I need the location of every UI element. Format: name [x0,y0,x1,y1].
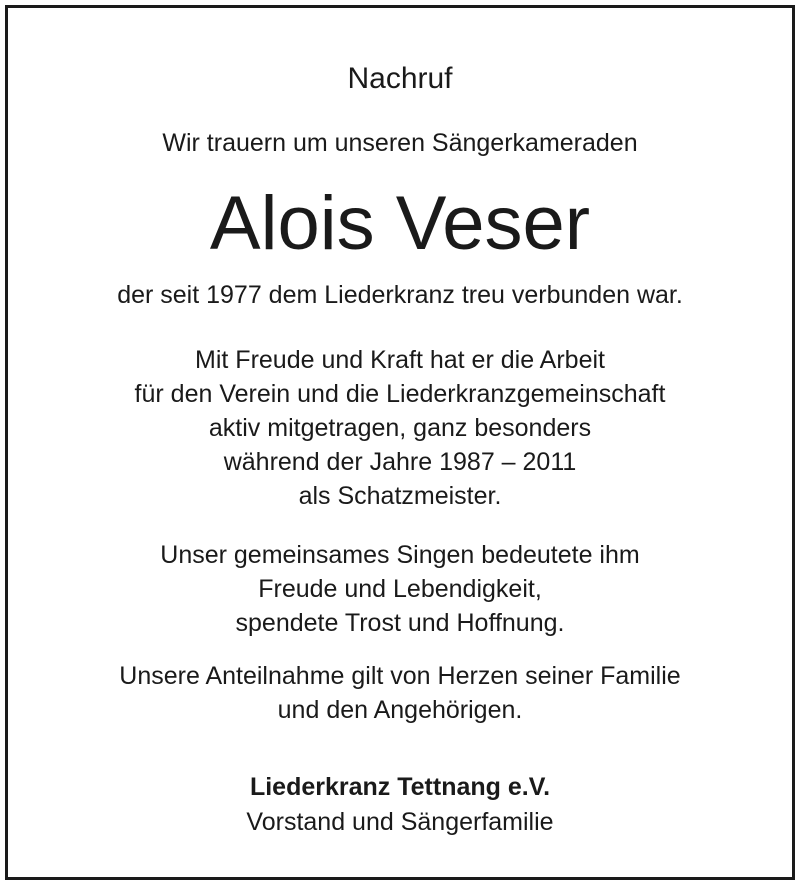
deceased-name: Alois Veser [209,181,591,266]
paragraph-line: für den Verein und die Liederkranzgemeinschaft [134,380,666,408]
paragraph-line: Unsere Anteilnahme gilt von Herzen seiner Familie [119,662,681,690]
notice-intro: Wir trauern um unseren Sängerkameraden [162,129,638,157]
paragraph-tribute [8,343,792,513]
paragraph-line: während der Jahre 1987 – 2011 [223,448,577,476]
signature-organization: Liederkranz Tettnang e.V. [249,773,551,801]
paragraph-line: Unser gemeinsames Singen bedeutete ihm [160,541,640,569]
paragraph-line: als Schatzmeister. [298,482,502,510]
paragraph-singing [8,538,792,640]
paragraph-line: Freude und Lebendigkeit, [258,575,542,603]
paragraph-line: aktiv mitgetragen, ganz besonders [208,414,592,442]
paragraph-condolence [8,659,792,727]
signature-subline: Vorstand und Sängerfamilie [246,808,554,836]
paragraph-line: und den Angehörigen. [277,696,523,724]
notice-heading: Nachruf [347,62,453,95]
paragraph-line: Mit Freude und Kraft hat er die Arbeit [195,346,605,374]
obituary-frame [5,5,795,880]
paragraph-line: spendete Trost und Hoffnung. [235,609,565,637]
membership-since: der seit 1977 dem Liederkranz treu verbunden war. [117,281,683,309]
